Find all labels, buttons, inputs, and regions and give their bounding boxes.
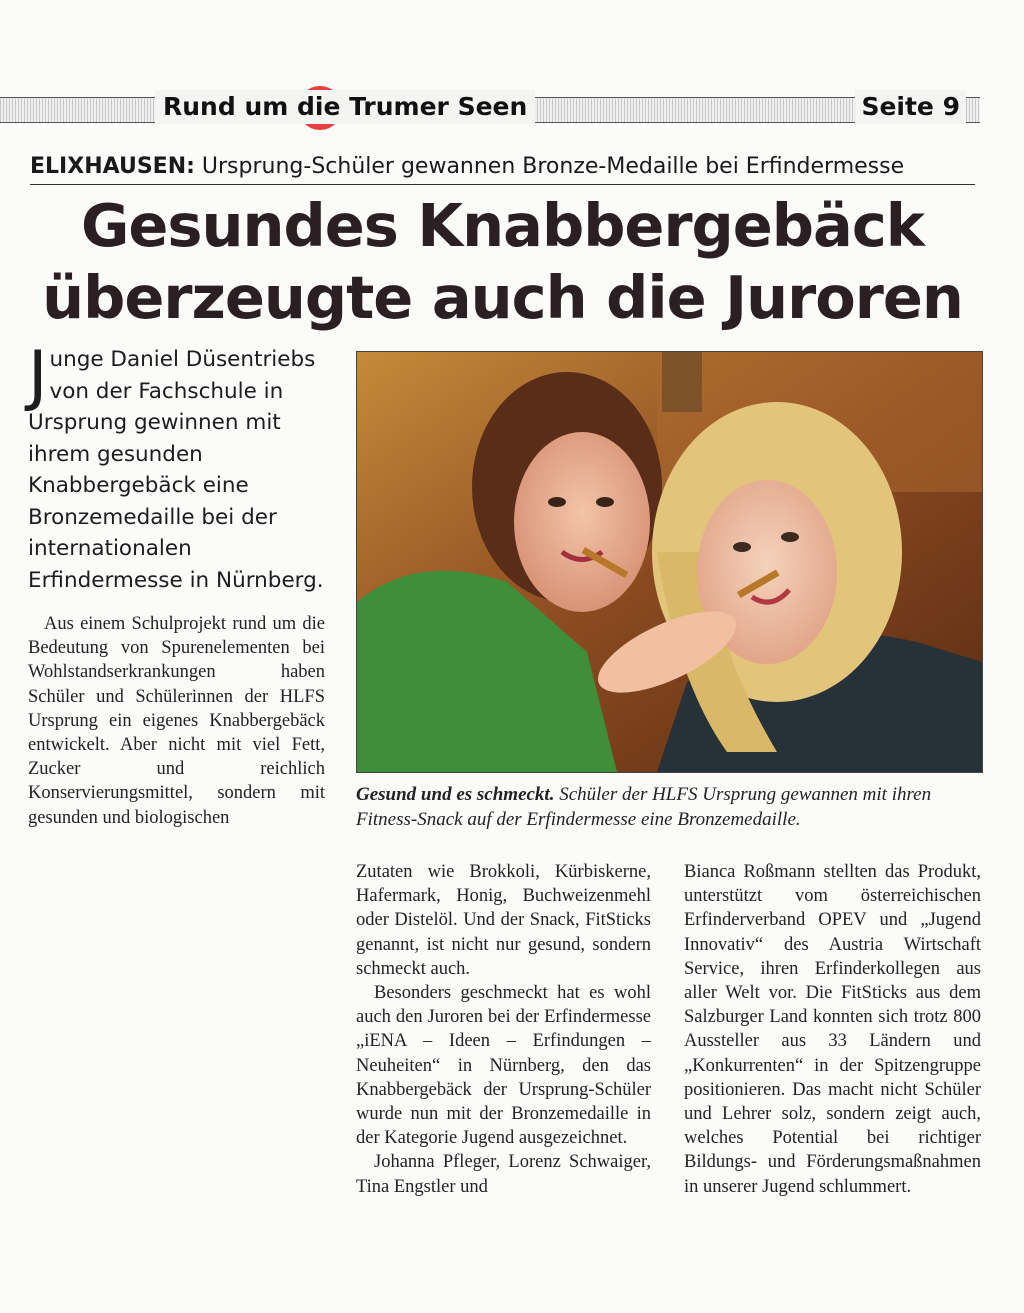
- headline: [30, 190, 975, 334]
- caption-text: Schüler der HLFS Ursprung gewannen mit ihren Fitness-Snack auf der Erfindermesse eine Bronzemedaille.: [356, 784, 932, 830]
- kicker-text: Ursprung-Schüler gewannen Bronze-Medaille bei Erfindermesse: [201, 154, 905, 179]
- body-paragraph: Johanna Pfleger, Lorenz Schwaiger, Tina Engstler und: [356, 1152, 651, 1197]
- photo-caption: [356, 782, 981, 832]
- kicker-place: ELIXHAUSEN:: [30, 154, 195, 179]
- kicker: [30, 150, 975, 185]
- lead-paragraph: [28, 337, 333, 596]
- page-number: Seite 9: [855, 90, 966, 124]
- body-paragraph: Zutaten wie Brokkoli, Kürbiskerne, Hafermark, Honig, Buchweizenmehl oder Distelöl. Und der Snack, FitSticks genannt, ist nicht nur gesund, sondern schmeckt auch.: [356, 862, 651, 979]
- caption-bold: Gesund und es schmeckt.: [356, 784, 555, 805]
- article-photo: [356, 351, 983, 773]
- body-paragraph: Besonders geschmeckt hat es wohl auch den Juroren bei der Erfindermesse „iENA – Ideen – Erfindungen – Neuheiten“ in Nürnberg, den das Knabbergebäck der Ursprung-Schüler wurde nun mit der Bronzemedaille in der Kategorie Jugend ausgezeichnet.: [356, 983, 651, 1149]
- photo-illustration: [357, 352, 982, 772]
- section-title: Rund um die Trumer Seen: [155, 90, 535, 124]
- body-column-3: Bianca Roßmann stellten das Produkt, unterstützt vom österreichischen Erfinderverband OPEV und „Jugend Innovativ“ des Austria Wirtschaft Service, ihren Erfinderkollegen aus aller Welt vor. Die FitSticks aus dem Salzburger Land konnten sich trotz 800 Aussteller aus 33 Ländern und „Konkurrenten“ in der Spitzengruppe positionieren. Das macht nicht Schüler und Lehrer solz, sondern zeigt auch, welches Potential bei richtiger Bildungs- und Förderungsmaßnahmen in unserer Jugend schlummert.: [684, 862, 981, 1197]
- body-column-2: [356, 860, 651, 1199]
- headline-line-1: Gesundes Knabbergebäck: [80, 191, 925, 260]
- body-column-1: Aus einem Schulprojekt rund um die Bedeutung von Spurenelementen bei Wohlstandserkrankungen haben Schüler und Schülerinnen der HLFS Ursprung ein eigenes Knabbergebäck entwickelt. Aber nicht mit viel Fett, Zucker und reichlich Konservierungsmittel, sondern mit gesunden und biologischen: [28, 614, 325, 828]
- drop-cap: J: [28, 337, 48, 414]
- lead-text: unge Daniel Düsentriebs von der Fachschule in Ursprung gewinnen mit ihrem gesunden Knabbergebäck eine Bronzemedaille bei der internationalen Erfindermesse in Nürnberg.: [28, 347, 324, 593]
- headline-line-2: überzeugte auch die Juroren: [42, 263, 963, 332]
